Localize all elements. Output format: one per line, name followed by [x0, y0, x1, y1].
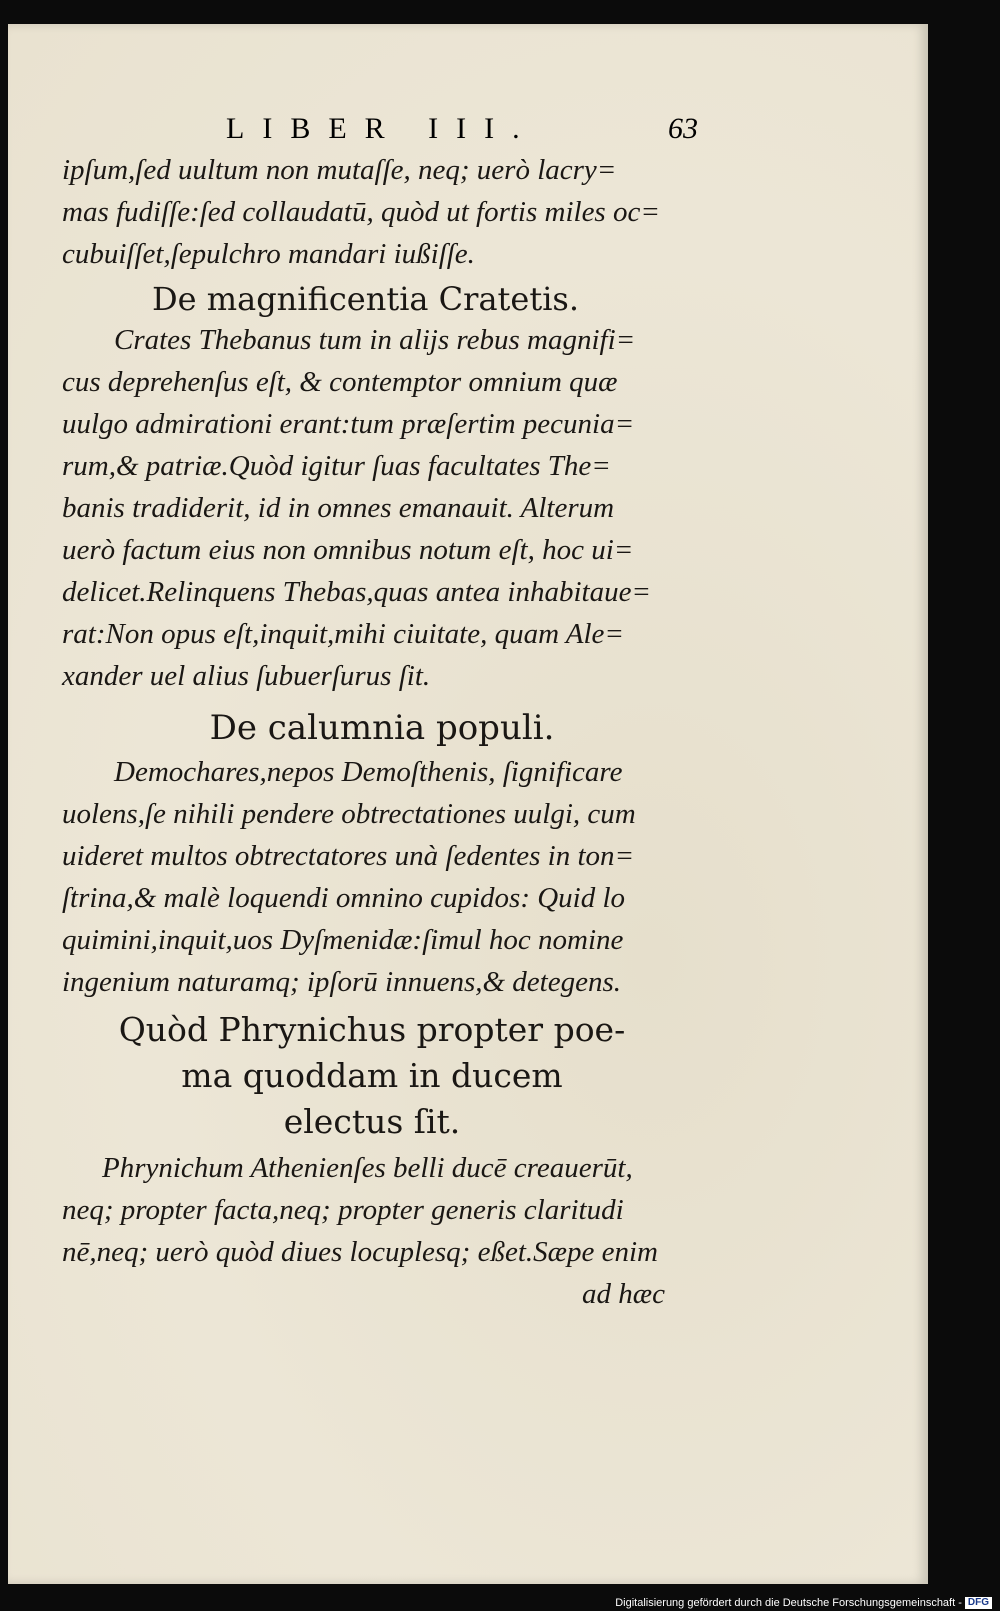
- text-line: mas fudiſſe:ſed collaudatū, quòd ut fortis miles oc=: [62, 196, 660, 228]
- page-number: 63: [668, 112, 698, 145]
- text-line: uolens,ſe nihili pendere obtrectationes uulgi, cum: [62, 798, 636, 830]
- text-line: rum,& patriæ.Quòd igitur ſuas facultates The=: [62, 450, 611, 482]
- text-line: nē,neq; uerò quòd diues locuplesq; eßet.Sæpe enim: [62, 1236, 658, 1268]
- text-line: uideret multos obtrectatores unà ſedentes in ton=: [62, 840, 635, 872]
- text-line: uerò factum eius non omnibus notum eſt, hoc ui=: [62, 534, 634, 566]
- catchword: ad hæc: [582, 1278, 665, 1310]
- section-heading: De calumnia populi.: [209, 708, 555, 748]
- text-line: ſtrina,& malè loquendi omnino cupidos: Quid lo: [62, 882, 626, 914]
- text-line: neq; propter facta,neq; propter generis claritudi: [62, 1194, 624, 1226]
- text-line: Demochares,nepos Demoſthenis, ſignificare: [114, 756, 623, 788]
- text-line: cus deprehenſus eſt, & contemptor omnium quæ: [62, 366, 618, 398]
- text-line: Crates Thebanus tum in alijs rebus magnifi=: [114, 324, 636, 356]
- section-heading: De magnificentia Cratetis.: [152, 280, 580, 318]
- book-page: [8, 24, 928, 1584]
- section-heading: Quòd Phrynichus propter poe-: [118, 1010, 626, 1049]
- text-line: delicet.Relinquens Thebas,quas antea inhabitaue=: [62, 576, 652, 608]
- text-line: uulgo admirationi erant:tum præſertim pecunia=: [62, 408, 635, 440]
- digitization-footer: [615, 1597, 992, 1609]
- section-heading: electus ſit.: [283, 1102, 461, 1141]
- text-line: banis tradiderit, id in omnes emanauit. Alterum: [62, 492, 615, 524]
- text-line: xander uel alius ſubuerſurus ſit.: [62, 660, 431, 692]
- text-line: ipſum,ſed uultum non mutaſſe, neq; uerò lacry=: [62, 154, 617, 186]
- text-line: Phrynichum Athenienſes belli ducē creauerūt,: [102, 1152, 633, 1184]
- text-line: ingenium naturamq; ipſorū innuens,& detegens.: [62, 966, 622, 998]
- running-head-title: LIBER III.: [226, 112, 538, 145]
- footer-text: Digitalisierung gefördert durch die Deutsche Forschungsgemeinschaft -: [615, 1597, 962, 1609]
- dfg-logo: DFG: [965, 1597, 992, 1609]
- text-line: rat:Non opus eſt,inquit,mihi ciuitate, quam Ale=: [62, 618, 624, 650]
- section-heading: ma quoddam in ducem: [181, 1056, 563, 1095]
- text-line: cubuiſſet,ſepulchro mandari iußiſſe.: [62, 238, 475, 270]
- text-line: quimini,inquit,uos Dyſmenidæ:ſimul hoc nomine: [62, 924, 624, 956]
